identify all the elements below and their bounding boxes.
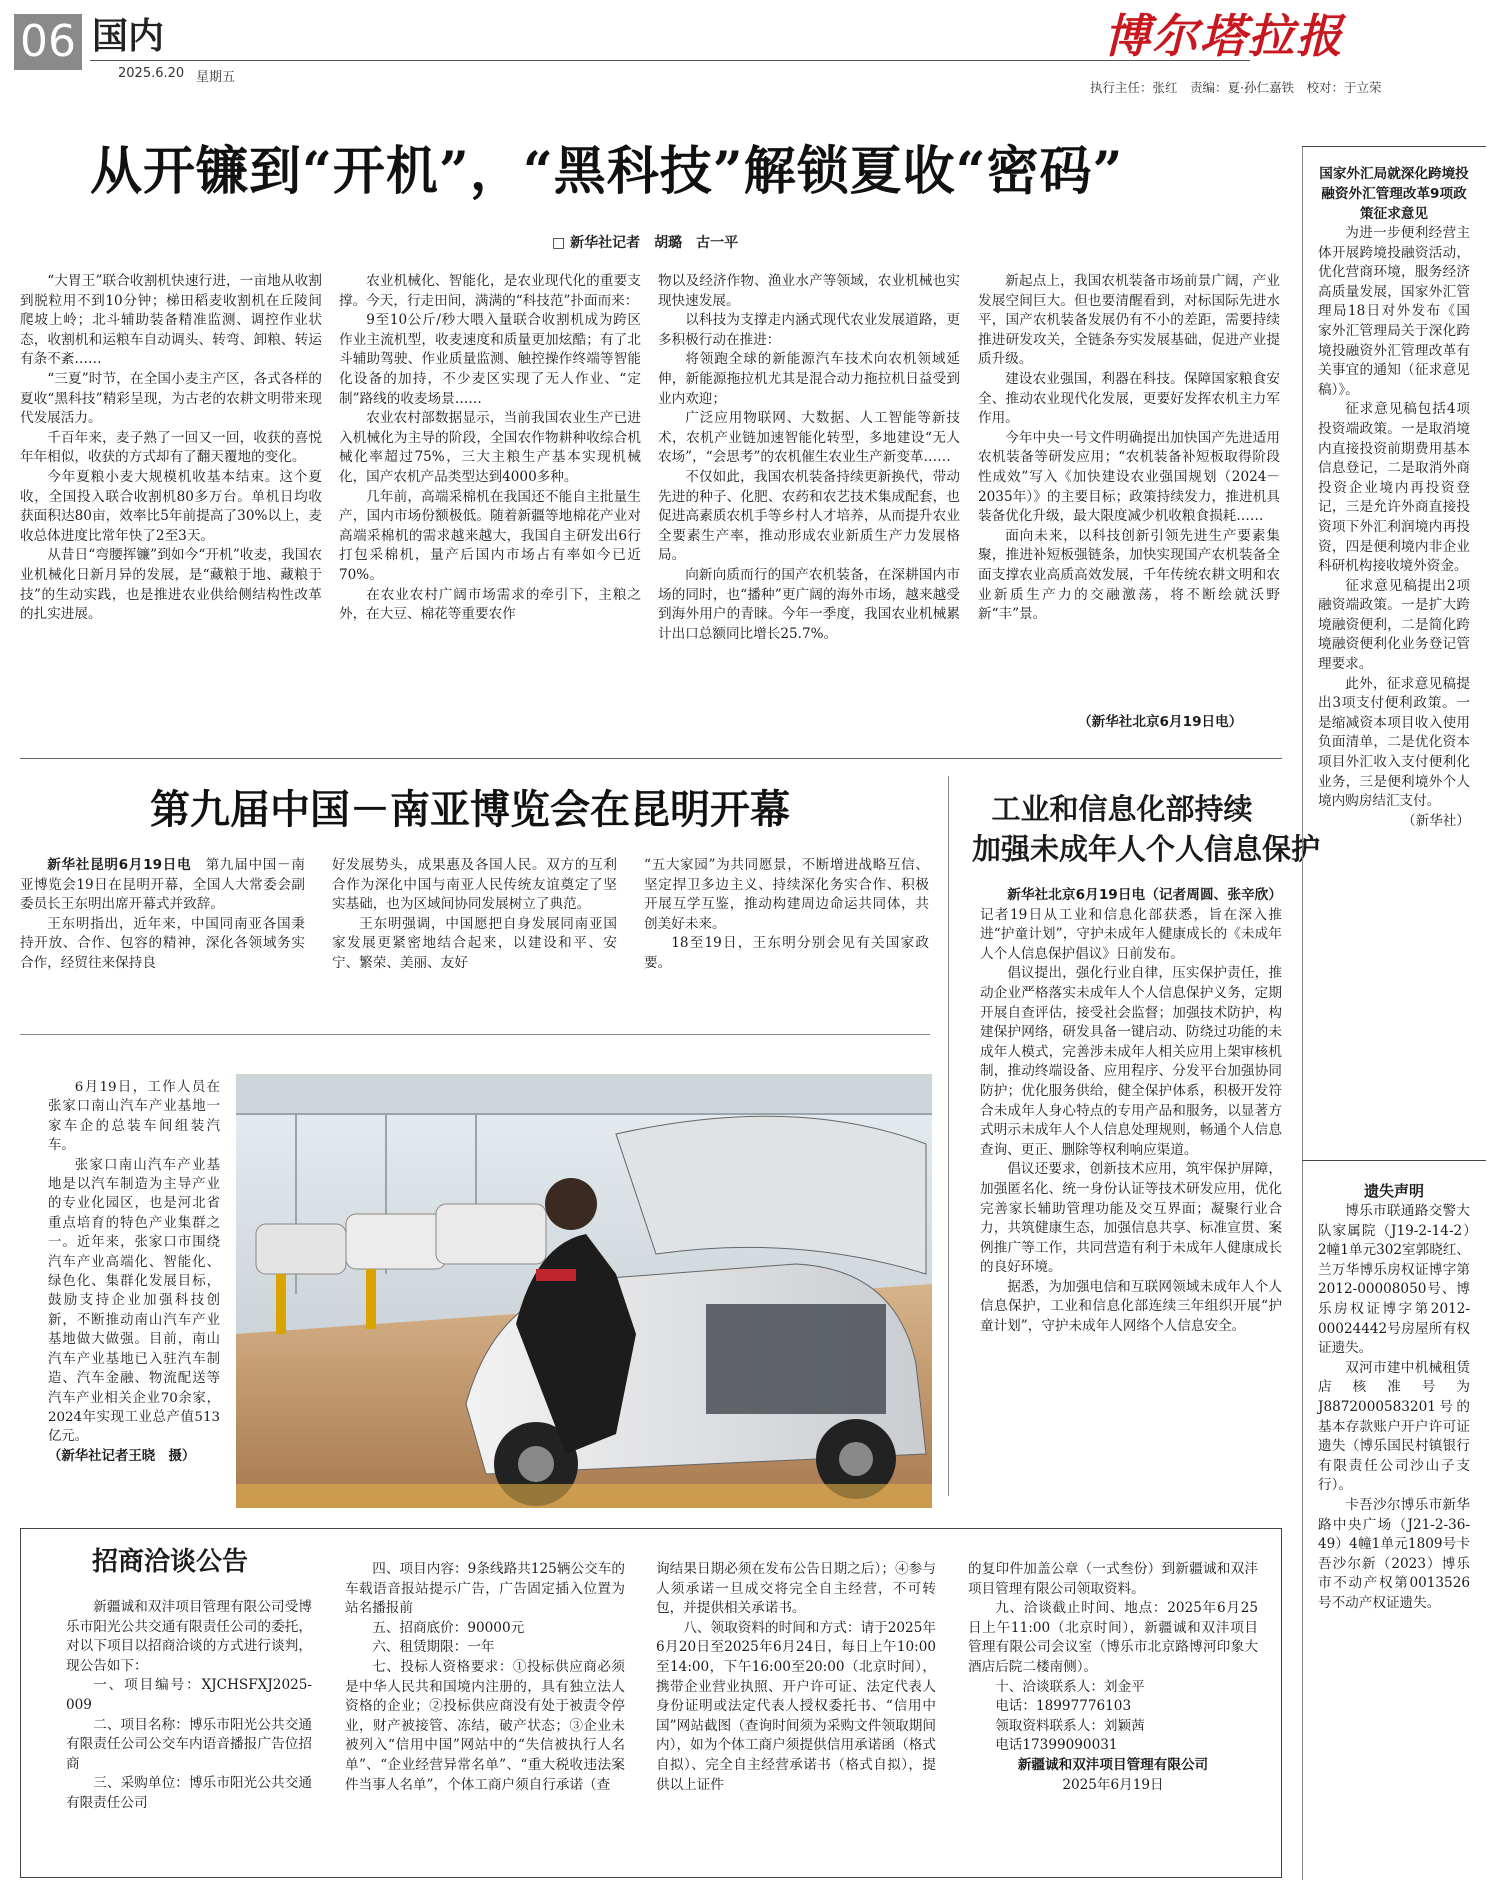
lead-paragraph: 广泛应用物联网、大数据、人工智能等新技术，农机产业链加速智能化转型，多地建设“无人农场”，“会思考”的农机催生农业生产新变革…… [658,410,960,466]
forex-paragraph: 此外，征求意见稿提出3项支付便利政策。一是缩减资本项目收入使用负面清单，二是优化资本项目外汇收入支付便利化业务，三是便利境外个人境内购房结汇支付。 [1318,675,1470,810]
notice-paragraph: 六、租赁期限：一年 [372,1639,495,1656]
notice-paragraph: 电话：18997776103 [995,1698,1132,1715]
sidebar-top-rule [1302,146,1486,147]
notice-paragraph: 询结果日期必须在发布公告日期之后）；④参与人须承诺一旦成交将完全自主经营，不可转包，并提供相关承诺书。 [656,1561,936,1617]
issue-date: 2025.6.20 [118,66,185,81]
notice-paragraph: 五、招商底价：90000元 [372,1619,525,1636]
expo-paragraph: 王东明指出，近年来，中国同南亚各国秉持开放、合作、包容的精神，深化各领域务实合作，经贸往来保持良 [20,915,305,971]
notice-column-4 [968,1560,1258,1795]
expo-paragraph: 王东明强调，中国愿把自身发展同南亚国家发展更紧密地结合起来，以建设和平、安宁、繁荣、美丽、友好 [332,915,617,971]
notice-paragraph: 八、领取资料的时间和方式：请于2025年6月20日至2025年6月24日，每日上午10:00至14:00，下午16:00至20:00（北京时间），携带企业营业执照、开户许可证、法定代表人身份证明或法定代表人授权委托书、“信用中国”网站截图（查询时间须为采购文件领取期间内），如为个体工商户须提供信用承诺函（格式自拟）、完全自主经营承诺书（格式自拟），提供以上证件 [656,1619,936,1793]
lost-notice-title: 遗失声明 [1363,1182,1424,1200]
notice-paragraph: 九、洽谈截止时间、地点：2025年6月25日上午11:00（北京时间），新疆诚和双沣项目管理有限公司会议室（博乐市北京路博河印象大酒店后院二楼南侧）。 [968,1600,1258,1675]
factory-photo [236,1074,932,1508]
notice-paragraph: 新疆诚和双沣项目管理有限公司受博乐市阳光公共交通有限责任公司的委托，对以下项目以招商洽谈的方式进行谈判，现公告如下： [66,1599,312,1674]
lead-paragraph: 物以及经济作物、渔业水产等领域，农业机械也实现快速发展。 [658,273,960,309]
notice-paragraph: 领取资料联系人：刘颖茜 [995,1717,1145,1734]
lead-paragraph: 建设农业强国，利器在科技。保障国家粮食安全、推动农业现代化发展，更要好发挥农机主力军作用。 [978,370,1280,427]
notice-paragraph: 七、投标人资格要求：①投标供应商必须是中华人民共和国境内注册的，具有独立法人资格的企业；②投标供应商没有处于被责令停业，财产被接管、冻结，破产状态；③企业未被列入“信用中国”网站中的“失信被执行人名单”、“企业经营异常名单”、“重大税收违法案件当事人名单”，个体工商户须自行承诺（查 [345,1658,625,1793]
lost-notice-paragraph: 双河市建中机械租赁店核准号为J8872000583201号的基本存款账户开户许可证遗失（博乐国民村镇银行有限责任公司沙山子支行）。 [1318,1359,1470,1494]
notice-signer: 新疆诚和双沣项目管理有限公司 [1017,1756,1209,1773]
editor-credits: 执行主任：张红 责编：夏·孙仁嘉铁 校对：于立荣 [1090,80,1382,95]
lead-source: （新华社北京6月19日电） [1078,714,1243,730]
lead-paragraph: 农业机械化、智能化，是农业现代化的重要支撑。今天，行走田间，满满的“科技范”扑面而来： [339,273,641,309]
newspaper-logo: 博尔塔拉报 [1104,9,1344,63]
notice-sign-date: 2025年6月19日 [1062,1776,1164,1793]
page-number-badge: 06 [14,14,82,70]
lead-column-4 [978,272,1280,625]
miit-dateline: 新华社北京6月19日电（记者周圆、张辛欣） [1007,887,1282,903]
lead-paragraph: 不仅如此，我国农机装备持续更新换代，带动先进的种子、化肥、农药和农艺技术集成配套，也促进高素质农机手等乡村人才培养，从而提升农业全要素生产率，推动形成农业新质生产力发展格局。 [658,468,960,564]
lead-paragraph: 在农业农村广阔市场需求的牵引下，主粮之外，在大豆、棉花等重要农作 [339,586,641,623]
photo-caption [48,1078,220,1466]
lead-column-2 [339,272,641,625]
forex-paragraph: 征求意见稿包括4项投资端政策。一是取消境内直接投资前期费用基本信息登记，二是取消外商投资企业境内再投资登记，三是允许外商直接投资项下外汇利润境内再投资，四是便利境内非企业科研机构接收境外资金。 [1318,401,1470,575]
lead-paragraph: 将领跑全球的新能源汽车技术向农机领域延伸，新能源拖拉机尤其是混合动力拖拉机日益受到业内欢迎； [658,351,960,407]
forex-source: （新华社） [1402,812,1470,829]
expo-paragraph: 18至19日，王东明分别会见有关国家政要。 [644,935,929,971]
forex-paragraph: 为进一步便利经营主体开展跨境投融资活动，优化营商环境，服务经济高质量发展，国家外汇管理局18日对外发布《国家外汇管理局关于深化跨境投融资外汇管理改革有关事宜的通知（征求意见稿）》。 [1318,225,1470,398]
lead-paragraph: “三夏”时节，在全国小麦主产区，各式各样的夏收“黑科技”精彩呈现，为古老的农耕文明带来现代发展活力。 [20,370,322,427]
divider-expo [20,1034,930,1035]
divider-vertical-miit [948,776,949,1496]
expo-headline: 第九届中国－南亚博览会在昆明开幕 [150,786,790,833]
lead-paragraph: “大胃王”联合收割机快速行进，一亩地从收割到脱粒用不到10分钟；梯田稻麦收割机在丘陵间爬坡上岭；北斗辅助装备精准监测、调控作业状态，收割机和运粮车自动调头、转弯、卸粮、转运有条不紊…… [20,273,322,368]
lost-notice-paragraph: 卡吾沙尔博乐市新华路中央广场（J21-2-36-49）4幢1单元1809号卡吾沙尔新（2023）博乐市不动产权第0013526号不动产权证遗失。 [1318,1496,1470,1611]
lead-paragraph: 农业农村部数据显示，当前我国农业生产已进入机械化为主导的阶段，全国农作物耕种收综合机械化率超过75%，三大主粮生产基本实现机械化，国产农机产品类型达到4000多种。 [339,410,641,485]
lead-column-1 [20,272,322,625]
expo-dateline: 新华社昆明6月19日电 [47,857,192,873]
lead-headline: 从开镰到“开机”，“黑科技”解锁夏收“密码” [90,141,1124,202]
lead-paragraph: 今年夏粮小麦大规模机收基本结束。这个夏收，全国投入联合收割机80多万台。单机日均收获面积达80亩，效率比5年前提高了30%以上，麦收总体进度比常年快了2至3天。 [20,468,322,544]
notice-paragraph: 电话17399090031 [995,1737,1118,1754]
lead-byline: □ 新华社记者 胡璐 古一平 [552,235,739,251]
expo-paragraph: “五大家园”为共同愿景，不断增进战略互信、坚定捍卫多边主义、持续深化务实合作、积极开展互学互鉴，推动构建周边命运共同体，共创美好未来。 [644,857,929,932]
forex-paragraph: 征求意见稿提出2项融资端政策。一是扩大跨境融资便利，二是简化跨境融资便利化业务登记管理要求。 [1318,577,1470,673]
notice-title: 招商洽谈公告 [92,1547,249,1577]
forex-box [1318,164,1470,831]
notice-paragraph: 一、项目编号：XJCHSFXJ2025-009 [66,1677,312,1713]
issue-weekday: 星期五 [196,70,236,85]
notice-column-1 [66,1598,312,1814]
lead-paragraph: 今年中央一号文件明确提出加快国产先进适用农机装备等研发应用；“农机装备补短板取得阶段性成效”写入《加快建设农业强国规划（2024－2035年）》的主要目标；政策持续发力，推进机具装备优化升级，最大限度减少机收粮食损耗…… [978,429,1280,525]
lost-notice-box [1318,1180,1470,1613]
caption-paragraph: 张家口南山汽车产业基地是以汽车制造为主导产业的专业化园区，也是河北省重点培育的特色产业集群之一。近年来，张家口市围绕汽车产业高端化、智能化、绿色化、集群化发展目标，鼓励支持企业加强科技创新，不断推动南山汽车产业基地做大做强。目前，南山汽车产业基地已入驻汽车制造、汽车金融、物流配送等汽车产业相关企业70余家，2024年实现工业总产值513亿元。 [48,1157,220,1445]
forex-headline: 国家外汇局就深化跨境投融资外汇管理改革9项政策征求意见 [1319,166,1469,222]
notice-paragraph: 十、洽谈联系人：刘金平 [995,1678,1145,1695]
notice-column-2 [345,1560,625,1795]
lead-paragraph: 9至10公斤/秒大喂入量联合收割机成为跨区作业主流机型，收麦速度和质量更加炫酷；有了北斗辅助驾驶、作业质量监测、触控操作终端等智能化设备的加持，不少麦区实现了无人作业、“定制”路线的收麦场景…… [339,312,641,407]
expo-body [20,856,930,1016]
notice-paragraph: 的复印件加盖公章（一式叁份）到新疆诚和双沣项目管理有限公司领取资料。 [968,1561,1258,1597]
miit-body [980,886,1282,1337]
notice-column-3 [656,1560,936,1795]
divider-sidebar [1302,1160,1486,1161]
miit-paragraph: 倡议还要求，创新技术应用，筑牢保护屏障，加强匿名化、统一身份认证等技术研发应用，优化完善家长辅助管理功能及交互界面；凝聚行业合力，共筑健康生态，加强信息共享、标准宣贯、案例推广等工作，共同营造有利于未成年人健康成长的良好环境。 [980,1161,1282,1276]
photo-credit: （新华社记者王晓 摄） [48,1448,196,1464]
miit-paragraph: 倡议提出，强化行业自律，压实保护责任，推动企业严格落实未成年人个人信息保护义务，定期开展自查评估，接受社会监督；加强技术防护，构建保护网络，研发具备一键启动、防绕过功能的未成年人模式，完善涉未成年人相关应用上架审核机制，推动终端设备、应用程序、分发平台加强协同防护；优化服务供给，健全保护体系，积极开发符合未成年人身心特点的专用产品和服务，以显著方式明示未成年人个人信息处理规则，畅通个人信息查询、更正、删除等权利响应渠道。 [980,965,1282,1158]
miit-headline-line-2: 加强未成年人个人信息保护 [972,832,1321,866]
lead-paragraph: 千百年来，麦子熟了一回又一回，收获的喜悦年年相似，收获的方式却有了翻天覆地的变化。 [20,429,322,466]
lead-paragraph: 面向未来，以科技创新引领先进生产要素集聚，推进补短板强链条，加快实现国产农机装备全面支撑农业高质高效发展，千年传统农耕文明和农业新质生产力的交融激荡，将不断绘就沃野新“丰”景。 [978,527,1280,623]
notice-paragraph: 四、项目内容：9条线路共125辆公交车的车载语音报站提示广告，广告固定插入位置为站名播报前 [345,1561,625,1617]
caption-paragraph: 6月19日，工作人员在张家口南山汽车产业基地一家车企的总装车间组装汽车。 [48,1080,220,1154]
lead-paragraph: 几年前，高端采棉机在我国还不能自主批量生产，国内市场份额极低。随着新疆等地棉花产业对高端采棉机的需求越来越大，我国自主研发出6行打包采棉机，量产后国内市场占有率如今已近70%。 [339,488,641,583]
expo-paragraph: 第九届中国－南亚博览会19日在昆明开幕，全国人大常委会副委员长王东明出席开幕式并致辞。 [20,857,305,913]
miit-paragraph: 据悉，为加强电信和互联网领域未成年人个人信息保护，工业和信息化部连续三年组织开展“护童计划”，守护未成年人网络个人信息安全。 [980,1278,1282,1335]
miit-paragraph: 记者19日从工业和信息化部获悉，旨在深入推进“护童计划”，守护未成年人健康成长的《未成年人个人信息保护倡议》日前发布。 [980,906,1282,962]
header-rule [90,60,1250,61]
notice-paragraph: 二、项目名称：博乐市阳光公共交通有限责任公司公交车内语音播报广告位招商 [66,1716,312,1772]
expo-paragraph: 好发展势头，成果惠及各国人民。双方的互利合作为深化中国与南亚人民传统友谊奠定了坚实基础，也为区域间协同发展树立了典范。 [332,857,617,913]
lead-paragraph: 以科技为支撑走内涵式现代农业发展道路，更多积极行动在推进： [658,312,960,348]
miit-headline-line-1: 工业和信息化部持续 [991,792,1253,826]
divider-lead [20,758,1282,759]
lead-column-3 [658,272,960,644]
lost-notice-paragraph: 博乐市联通路交警大队家属院（J19-2-14-2）2幢1单元302室郭晓红、兰万华博乐房权证博字第2012-00008050号、博乐房权证博字第2012-00024442号房屋所有权证遗失。 [1318,1203,1470,1357]
section-title: 国内 [92,16,165,57]
lead-paragraph: 向新向质而行的国产农机装备，在深耕国内市场的同时，也“播种”更广阔的海外市场，越来越受到海外用户的青睐。今年一季度，我国农业机械累计出口总额同比增长25.7%。 [658,566,960,642]
lead-paragraph: 从昔日“弯腰挥镰”到如今“开机”收麦，我国农业机械化日新月异的发展，是“藏粮于地、藏粮于技”的生动实践，也是推进农业供给侧结构性改革的扎实进展。 [20,547,322,623]
notice-paragraph: 三、采购单位：博乐市阳光公共交通有限责任公司 [66,1775,312,1811]
lead-paragraph: 新起点上，我国农机装备市场前景广阔，产业发展空间巨大。但也要清醒看到，对标国际先进水平，国产农机装备发展仍有不小的差距，需要持续推进研发攻关，全链条夯实发展基础，促进产业提质升级。 [978,273,1280,368]
